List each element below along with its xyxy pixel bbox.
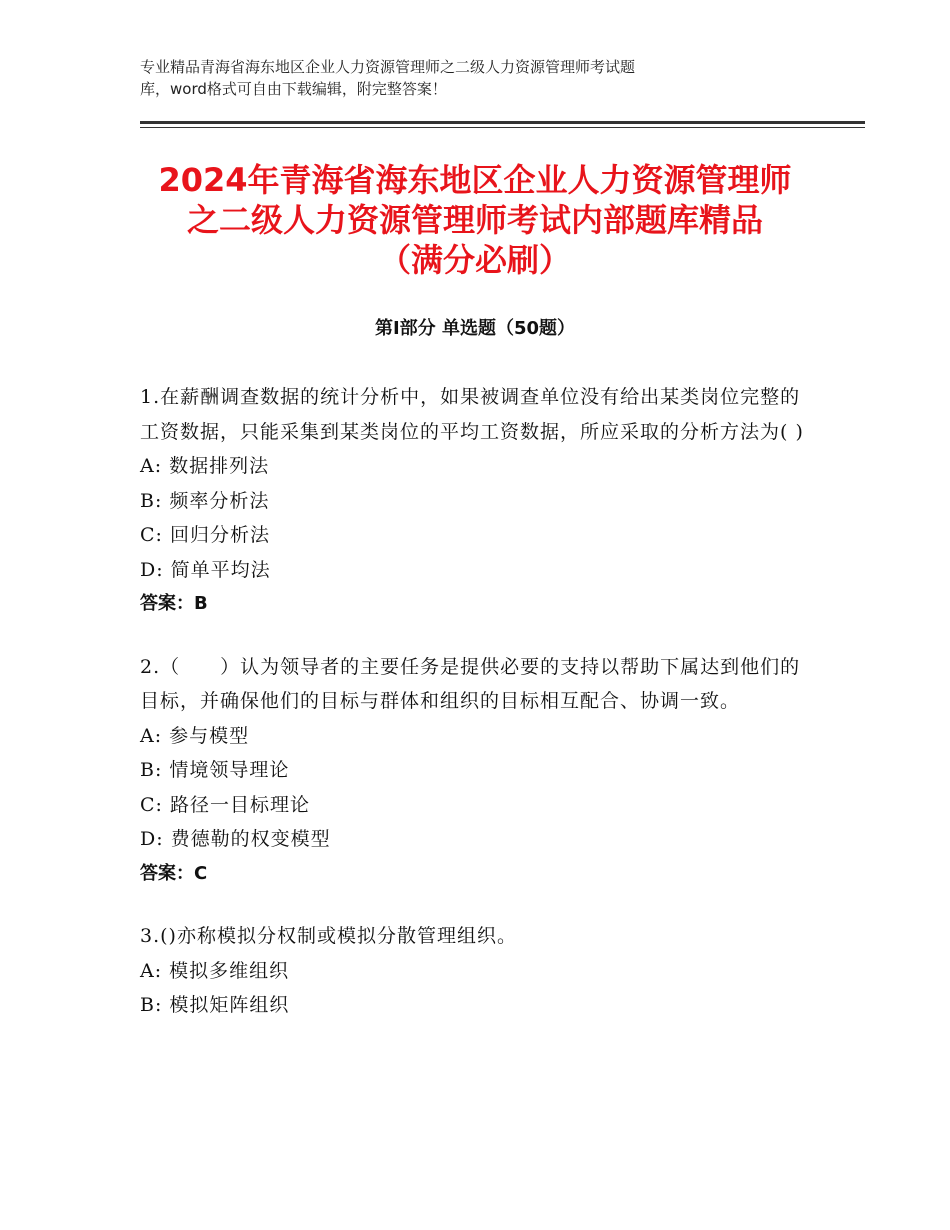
question-3	[140, 919, 810, 1023]
option-d: D: 简单平均法	[140, 558, 271, 581]
header-divider-thin	[140, 127, 865, 128]
option-a: A: 模拟多维组织	[140, 959, 290, 982]
header-divider-thick	[140, 121, 865, 124]
option-b: B: 频率分析法	[140, 489, 270, 512]
question-stem: 2.（ ）认为领导者的主要任务是提供必要的支持以帮助下属达到他们的目标，并确保他们的目标与群体和组织的目标相互配合、协调一致。	[140, 655, 801, 712]
question-2	[140, 650, 810, 892]
answer: 答案：C	[140, 862, 208, 884]
question-1	[140, 380, 810, 622]
question-list	[140, 380, 810, 1051]
option-c: C: 回归分析法	[140, 524, 270, 546]
document-title: 2024年青海省海东地区企业人力资源管理师 之二级人力资源管理师考试内部题库精品 （满分必刷）	[158, 161, 792, 279]
option-b: B: 模拟矩阵组织	[140, 994, 290, 1016]
header-note: 专业精品青海省海东地区企业人力资源管理师之二级人力资源管理师考试题 库，word格式可自由下载编辑，附完整答案！	[140, 58, 636, 98]
answer: 答案：B	[140, 593, 208, 614]
question-stem: 3.()亦称模拟分权制或模拟分散管理组织。	[140, 925, 517, 947]
option-d: D: 费德勒的权变模型	[140, 828, 331, 850]
option-a: A: 参与模型	[140, 724, 250, 747]
section-title: 第Ⅰ部分 单选题（50题）	[374, 318, 575, 339]
option-c: C: 路径一目标理论	[140, 793, 310, 816]
option-b: B: 情境领导理论	[140, 759, 290, 781]
option-a: A: 数据排列法	[140, 455, 270, 477]
question-stem: 1.在薪酬调查数据的统计分析中，如果被调查单位没有给出某类岗位完整的工资数据，只能采集到某类岗位的平均工资数据，所应采取的分析方法为( )	[140, 386, 804, 443]
